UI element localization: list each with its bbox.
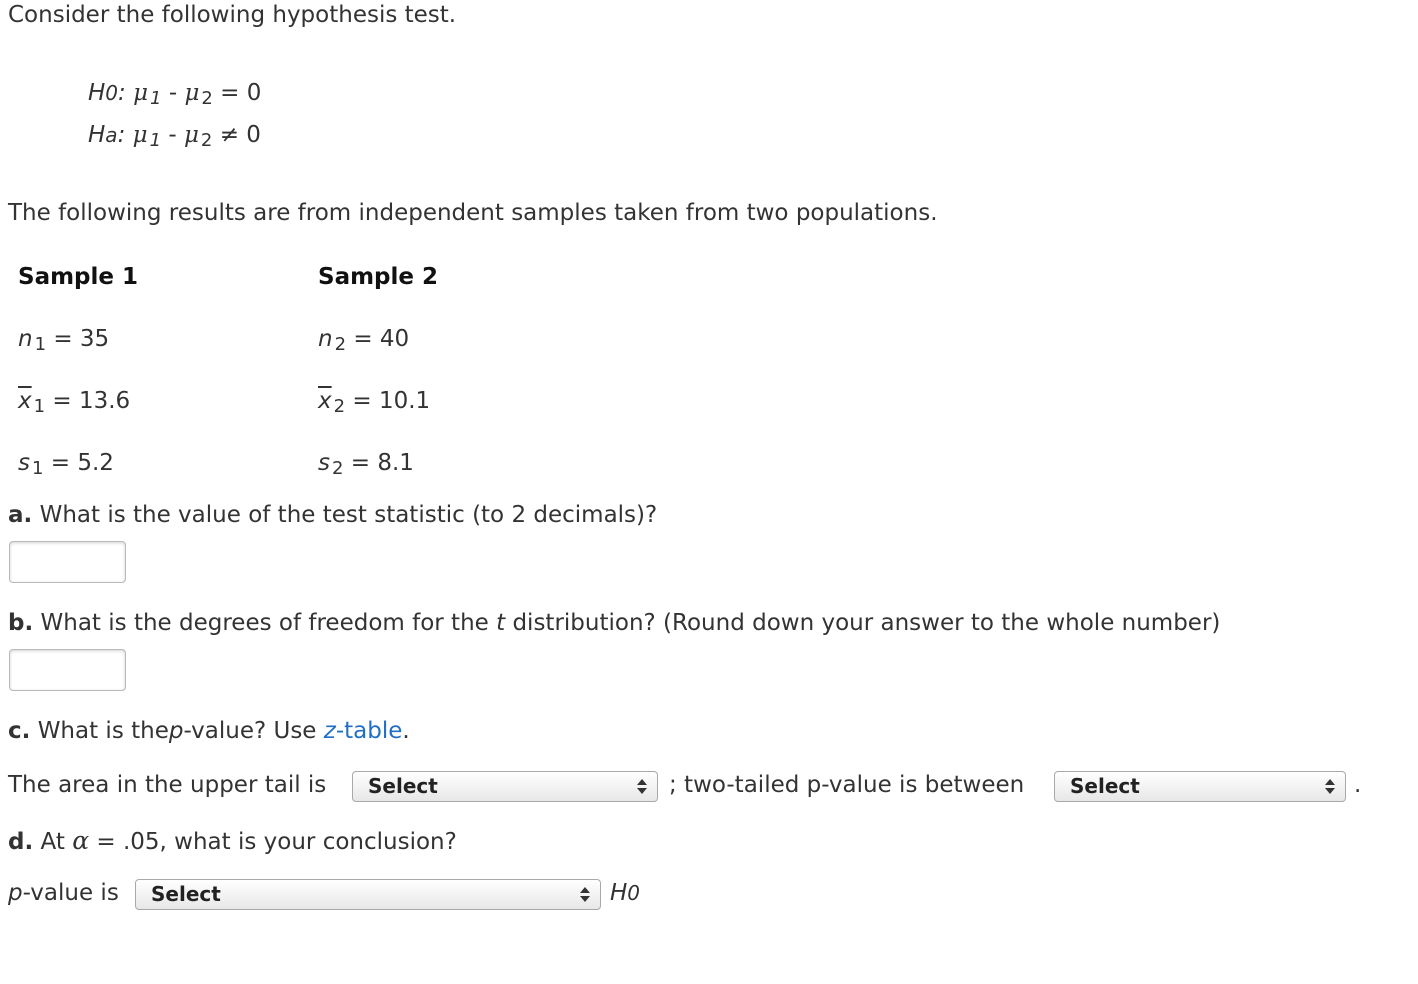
two-tailed-pvalue-select[interactable]: Select [1054,771,1346,802]
question-d-label: d. [8,829,34,855]
sample2-header: Sample 2 [318,264,439,290]
alt-hypothesis: Ha: μ 1 - μ 2 ≠ 0 [88,122,261,151]
mu1-sub: 1 [150,88,162,109]
mu-symbol: μ [133,80,149,106]
select-arrows-icon [1325,772,1335,801]
ha-sub: a [105,123,118,147]
mu-symbol: μ [183,122,199,148]
z-table-link[interactable]: z-table [323,718,403,744]
test-statistic-input[interactable] [9,541,126,583]
question-a [8,502,657,528]
mu2-sub: 2 [200,130,213,151]
mu2-sub: 2 [201,88,213,109]
conclusion-select[interactable]: Select [135,879,601,910]
question-a-text: What is the value of the test statistic (to 2 decimals)? [39,502,658,528]
sample1-mean: $\overline{x}$ 1 = 13.6 [18,388,131,417]
sample1-n: n 1 = 35 [18,326,110,355]
alpha-symbol: α [72,826,90,855]
sample2-n: n 2 = 40 [318,326,410,355]
question-c-label: c. [8,718,31,744]
upper-tail-text: The area in the upper tail is [8,772,327,798]
select-arrows-icon [580,880,590,909]
two-tailed-text: ; two-tailed p-value is between [669,772,1025,798]
pvalue-is-text: p-value is [8,880,119,906]
h0-relation: = 0 [220,80,262,106]
h0-sub: 0 [105,81,119,105]
intro-text: Consider the following hypothesis test. [8,2,457,28]
sample2-mean: $\overline{x}$ 2 = 10.1 [318,388,431,417]
null-hypothesis: H0: μ 1 - μ 2 = 0 [88,80,262,109]
trailing-period: . [1354,772,1362,798]
select-arrows-icon [637,772,647,801]
minus-sign: - [168,80,178,106]
h0-label: H [88,80,106,106]
sample1-header: Sample 1 [18,264,139,290]
question-b-label: b. [8,610,34,636]
mu1-sub: 1 [149,130,162,151]
upper-tail-select[interactable]: Select [352,771,658,802]
ha-label: H [88,122,106,148]
sample2-sd: s 2 = 8.1 [318,450,414,479]
degrees-of-freedom-input[interactable] [9,649,126,691]
mu-symbol: μ [184,80,200,106]
question-a-label: a. [8,502,33,528]
mu-symbol: μ [132,122,148,148]
question-c: c. What is thep-value? Use z-table. [8,718,410,744]
samples-intro: The following results are from independent samples taken from two populations. [8,200,938,226]
minus-sign: - [168,122,177,148]
h0-trailing: H0 [610,880,641,906]
question-b: b. What is the degrees of freedom for the t distribution? (Round down your answer to the whole number) [8,610,1221,636]
question-d: d. At α = .05, what is your conclusion? [8,826,457,855]
ha-relation: ≠ 0 [219,122,261,148]
sample1-sd: s 1 = 5.2 [18,450,114,479]
